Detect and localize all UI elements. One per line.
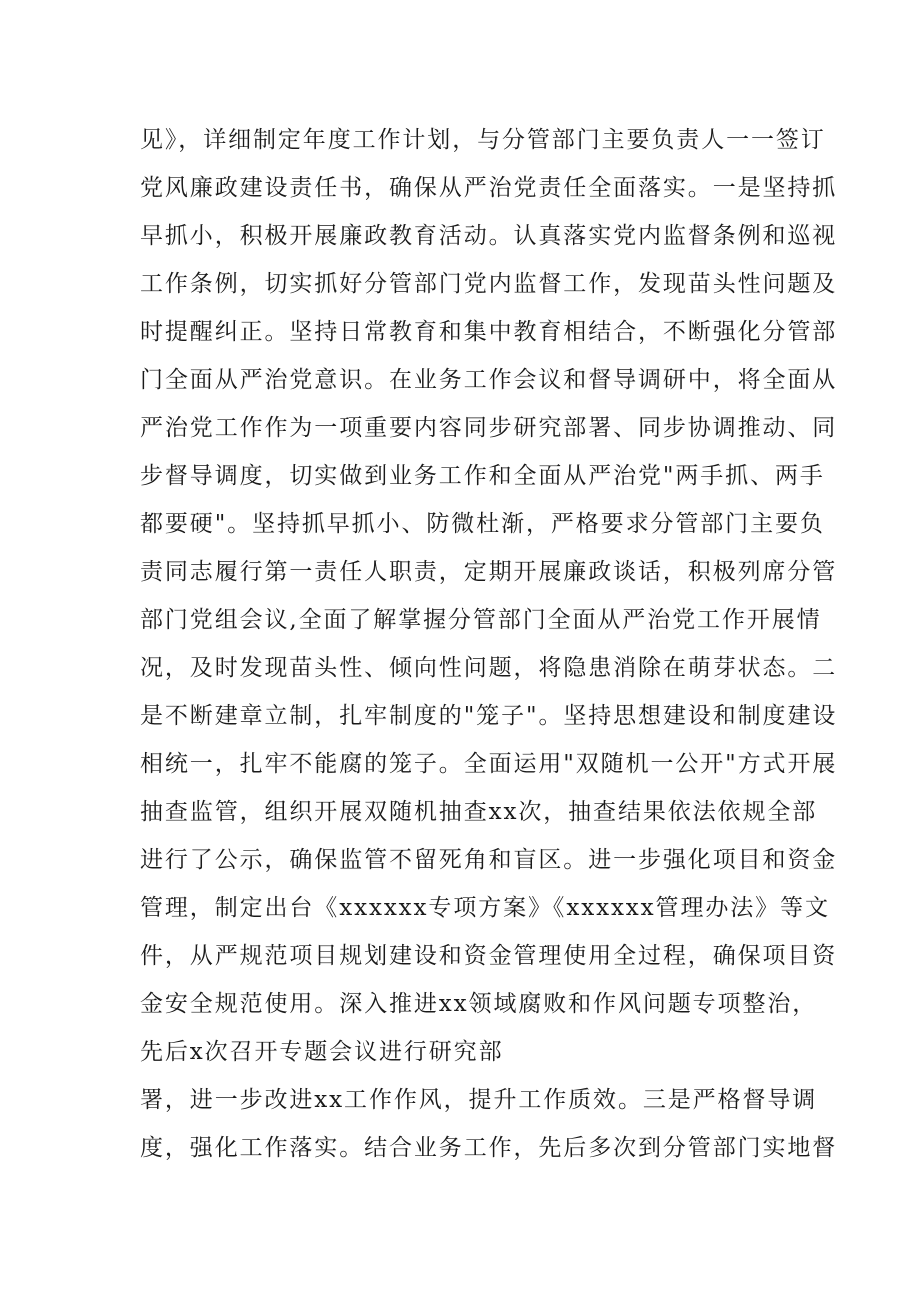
text-line: 是不断建章立制，扎牢制度的"笼子"。坚持思想建设和制度建设 xyxy=(140,703,838,729)
body-text xyxy=(140,116,838,1172)
text-line: 工作条例，切实抓好分管部门党内监督工作，发现苗头性问题及 xyxy=(140,271,838,297)
text-line: 署，进一步改进xx工作作风，提升工作质效。三是严格督导调 xyxy=(140,1087,818,1113)
text-line: 相统一，扎牢不能腐的笼子。全面运用"双随机一公开"方式开展 xyxy=(140,751,838,777)
text-line: 门全面从严治党意识。在业务工作会议和督导调研中，将全面从 xyxy=(140,367,838,393)
text-line: 况，及时发现苗头性、倾向性问题，将隐患消除在萌芽状态。二 xyxy=(140,655,838,681)
text-line: 早抓小，积极开展廉政教育活动。认真落实党内监督条例和巡视 xyxy=(140,223,838,249)
text-line: 进行了公示，确保监管不留死角和盲区。进一步强化项目和资金 xyxy=(140,847,838,873)
text-line: 度，强化工作落实。结合业务工作，先后多次到分管部门实地督 xyxy=(140,1135,838,1161)
text-line: 管理，制定出台《xxxxxx专项方案》《xxxxxx管理办法》等文 xyxy=(140,895,830,921)
text-line: 先后x次召开专题会议进行研究部 xyxy=(140,1039,504,1065)
text-line: 金安全规范使用。深入推进xx领域腐败和作风问题专项整治， xyxy=(140,991,818,1017)
text-line: 党风廉政建设责任书，确保从严治党责任全面落实。一是坚持抓 xyxy=(140,175,838,201)
text-line: 见》，详细制定年度工作计划，与分管部门主要负责人一一签订 xyxy=(140,127,826,153)
text-line: 都要硬"。坚持抓早抓小、防微杜渐，严格要求分管部门主要负 xyxy=(140,511,825,537)
text-line: 责同志履行第一责任人职责，定期开展廉政谈话，积极列席分管 xyxy=(140,559,838,585)
text-line: 抽查监管，组织开展双随机抽查xx次，抽查结果依法依规全部 xyxy=(140,799,818,825)
text-line: 时提醒纠正。坚持日常教育和集中教育相结合，不断强化分管部 xyxy=(140,319,838,345)
text-line: 严治党工作作为一项重要内容同步研究部署、同步协调推动、同 xyxy=(140,415,838,441)
text-line: 件，从严规范项目规划建设和资金管理使用全过程，确保项目资 xyxy=(140,943,838,969)
text-line: 步督导调度，切实做到业务工作和全面从严治党"两手抓、两手 xyxy=(140,463,825,489)
text-line: 部门党组会议,全面了解掌握分管部门全面从严治党工作开展情 xyxy=(140,607,822,633)
